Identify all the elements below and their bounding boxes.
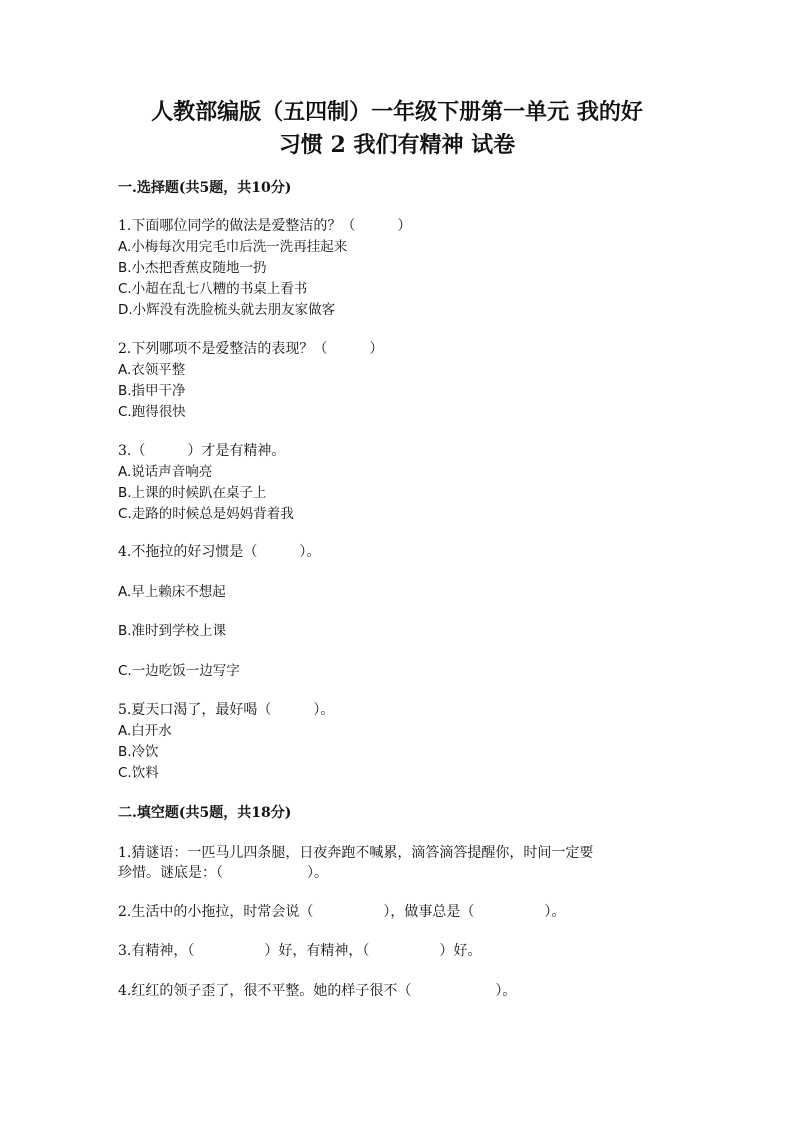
answer-option: B.冷饮 bbox=[118, 744, 159, 760]
question-stem: 2.下列哪项不是爱整洁的表现？（ ） bbox=[118, 341, 384, 357]
answer-option: C.跑得很快 bbox=[118, 404, 186, 420]
question-stem: 3.（ ）才是有精神。 bbox=[118, 443, 286, 459]
answer-option: B.指甲干净 bbox=[118, 383, 186, 399]
question-line: 1.猜谜语：一匹马儿四条腿，日夜奔跑不喊累，滴答滴答提醒你，时间一定要 bbox=[118, 845, 594, 861]
answer-option: C.小超在乱七八糟的书桌上看书 bbox=[118, 281, 308, 297]
answer-option: C.一边吃饭一边写字 bbox=[118, 663, 240, 679]
question-line: 3.有精神，（ ）好，有精神，（ ）好。 bbox=[118, 943, 482, 959]
answer-option: A.白开水 bbox=[118, 723, 172, 739]
answer-option: A.说话声音响亮 bbox=[118, 464, 213, 480]
answer-option: B.上课的时候趴在桌子上 bbox=[118, 485, 267, 501]
question-line: 珍惜。谜底是：（ ）。 bbox=[118, 865, 328, 881]
question-stem: 5.夏天口渴了，最好喝（ ）。 bbox=[118, 702, 335, 718]
section-heading-fill: 二.填空题(共5题，共18分) bbox=[118, 805, 292, 821]
answer-option: A.衣领平整 bbox=[118, 362, 186, 378]
answer-option: D.小辉没有洗脸梳头就去朋友家做客 bbox=[118, 302, 336, 318]
answer-option: A.小梅每次用完毛巾后洗一洗再挂起来 bbox=[118, 239, 348, 255]
answer-option: C.饮料 bbox=[118, 765, 159, 781]
question-stem: 4.不拖拉的好习惯是（ ）。 bbox=[118, 544, 321, 560]
page-title-line-1: 人教部编版（五四制）一年级下册第一单元 我的好 bbox=[151, 99, 643, 125]
section-heading-choice: 一.选择题(共5题，共10分) bbox=[118, 180, 292, 196]
page-title-line-2: 习惯 2 我们有精神 试卷 bbox=[278, 132, 516, 158]
answer-option: B.准时到学校上课 bbox=[118, 623, 227, 639]
answer-option: C.走路的时候总是妈妈背着我 bbox=[118, 506, 294, 522]
question-stem: 1.下面哪位同学的做法是爱整洁的？（ ） bbox=[118, 218, 412, 234]
question-line: 2.生活中的小拖拉，时常会说（ ），做事总是（ ）。 bbox=[118, 904, 566, 920]
question-line: 4.红红的领子歪了，很不平整。她的样子很不（ ）。 bbox=[118, 983, 517, 999]
answer-option: B.小杰把香蕉皮随地一扔 bbox=[118, 260, 267, 276]
answer-option: A.早上赖床不想起 bbox=[118, 584, 226, 600]
